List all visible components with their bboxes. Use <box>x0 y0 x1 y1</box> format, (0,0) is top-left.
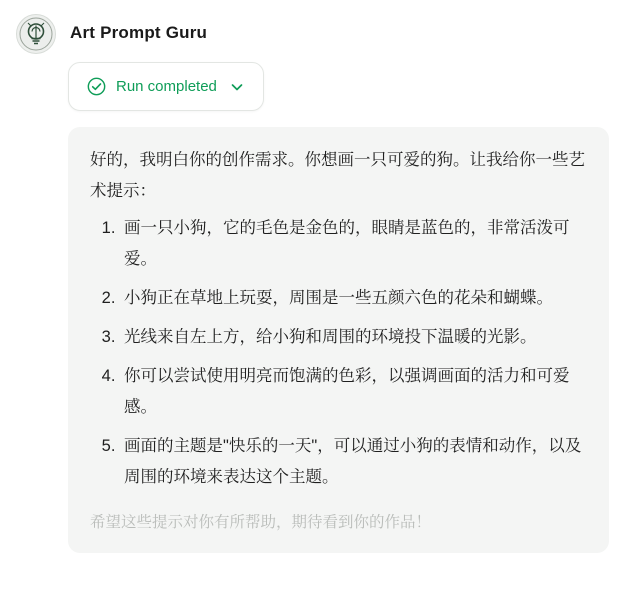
message-body <box>0 54 625 553</box>
message-bubble <box>68 127 609 553</box>
agent-name: Art Prompt Guru <box>70 23 208 42</box>
list-item: 4. 你可以尝试使用明亮而饱满的色彩，以强调画面的活力和可爱感。 <box>120 361 587 423</box>
check-circle-icon <box>87 77 106 96</box>
list-item: 2. 小狗正在草地上玩耍，周围是一些五颜六色的花朵和蝴蝶。 <box>120 283 587 314</box>
list-item: 5. 画面的主题是"快乐的一天"，可以通过小狗的表情和动作，以及周围的环境来表达这个主题。 <box>120 431 587 493</box>
avatar <box>16 14 56 54</box>
intro-paragraph: 好的，我明白你的创作需求。你想画一只可爱的狗。让我给你一些艺术提示： <box>90 151 585 200</box>
list-item: 1. 画一只小狗，它的毛色是金色的，眼睛是蓝色的，非常活泼可爱。 <box>120 213 587 275</box>
message-header <box>0 10 625 54</box>
guru-lightbulb-avatar-icon <box>19 17 53 51</box>
list-item: 3. 光线来自左上方，给小狗和周围的环境投下温暖的光影。 <box>120 322 587 353</box>
tips-list <box>90 213 587 493</box>
chevron-down-icon[interactable] <box>229 79 245 95</box>
run-status-label: Run completed <box>116 78 217 95</box>
outro-paragraph: 希望这些提示对你有所帮助，期待看到你的作品！ <box>90 514 432 531</box>
run-status-pill[interactable] <box>68 62 264 111</box>
